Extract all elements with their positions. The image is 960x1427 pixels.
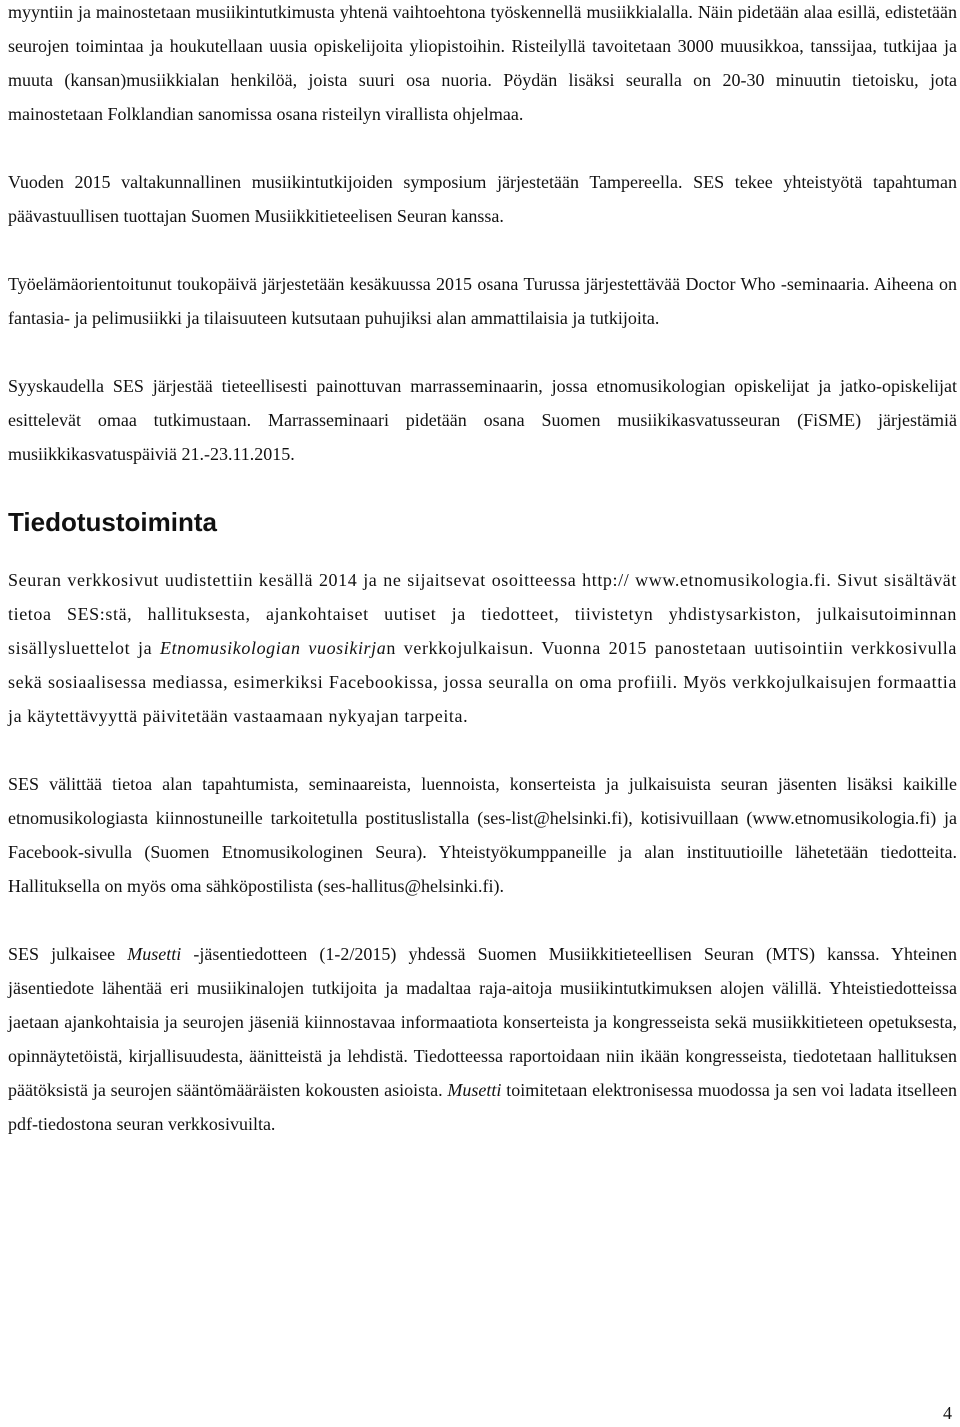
paragraph-musetti-text-b: -jäsentiedotteen (1-2/2015) yhdessä Suomen Musiikkitieteellisen Seuran (MTS) kanssa. Yhteinen jäsentiedote lähentää eri musiikinalojen tutkijoita ja madaltaa raja-aitoja musiikintutkimuksen alojen välillä. Yhteistiedotteissa jaetaan ajankohtaisia ja seurojen jäseniä kiinnostavaa informaatiota konserteista ja kongresseista sekä musiikkitieteen opetuksesta, opinnäytetöistä, kirjallisuudesta, äänitteistä ja lehdistä. Tiedotteessa raportoidaan niin ikään kongresseista, tiedotetaan hallituksen päätöksistä ja seurojen sääntömääräisten kokousten asioista. bbox=[8, 944, 957, 1100]
paragraph-musetti-text-a: SES julkaisee bbox=[8, 944, 128, 964]
paragraph-verkkosivut-text-a: Seuran verkkosivut uudistettiin kesällä 2014 ja ne sijaitsevat osoitteessa http:// www.etnomusikologia.fi. Sivut sisältävät tietoa SES:stä, hallituksesta, ajankohtaiset uutiset ja tiedotteet, tiivistetyn yhdistysarkiston, julkaisutoiminnan sisällysluettelot ja bbox=[8, 570, 957, 658]
page-number: 4 bbox=[943, 1403, 952, 1423]
paragraph-musetti bbox=[8, 937, 957, 1141]
paragraph-postituslista: SES välittää tietoa alan tapahtumista, seminaareista, luennoista, konserteista ja julkaisuista seuran jäsenten lisäksi kaikille etnomusikologiasta kiinnostuneille tarkoitetulla postituslistalla (ses-list@helsinki.fi), kotisivuillaan (www.etnomusikologia.fi) ja Facebook-sivulla (Suomen Etnomusikologinen Seura). Yhteistyökumppaneille ja alan instituutioille lähetetään tiedotteita. Hallituksella on myös oma sähköpostilista (ses-hallitus@helsinki.fi). bbox=[8, 774, 957, 896]
paragraph-musetti-text-c: toimitetaan elektronisessa muodossa ja sen voi ladata itselleen pdf-tiedostona seuran verkkosivuilta. bbox=[8, 1080, 958, 1134]
paragraph-symposium: Vuoden 2015 valtakunnallinen musiikintutkijoiden symposium järjestetään Tampereella. SES tekee yhteistyötä tapahtuman päävastuullisen tuottajan Suomen Musiikkitieteelisen Seuran kanssa. bbox=[8, 172, 957, 226]
paragraph-verkkosivut bbox=[8, 563, 957, 733]
paragraph-verkkosivut-title: Etnomusikologian vuosikirja bbox=[159, 638, 387, 658]
paragraph-musetti-title-1: Musetti bbox=[127, 944, 182, 964]
paragraph-folklandia: myyntiin ja mainostetaan musiikintutkimusta yhtenä vaihtoehtona työskennellä musiikkialalla. Näin pidetään alaa esillä, edistetään seurojen toimintaa ja houkutellaan uusia opiskelijoita yliopistoihin. Risteilyllä tavoitetaan 3000 muusikkoa, tanssijaa, tutkijaa ja muuta (kansan)musiikkialan henkilöä, joista suuri osa nuoria. Pöydän lisäksi seuralla on 20-30 minuutin tietoisku, jota mainostetaan Folklandian sanomissa osana risteilyn virallista ohjelmaa. bbox=[8, 2, 957, 124]
section-heading: Tiedotustoiminta bbox=[8, 507, 217, 537]
paragraph-verkkosivut-text-b: n verkkojulkaisun. Vuonna 2015 panostetaan uutisointiin verkkosivulla sekä sosiaalisessa mediassa, esimerkiksi Facebookissa, jossa seuralla on oma profiili. Myös verkkojulkaisujen formaattia ja käytettävyyttä päivitetään vastaamaan nykyajan tarpeita. bbox=[8, 638, 957, 726]
paragraph-marrasseminaari: Syyskaudella SES järjestää tieteellisesti painottuvan marrasseminaarin, jossa etnomusikologian opiskelijat ja jatko-opiskelijat esittelevät omaa tutkimustaan. Marrasseminaari pidetään osana Suomen musiikikasvatusseuran (FiSME) järjestämiä musiikkikasvatuspäiviä 21.-23.11.2015. bbox=[8, 376, 957, 464]
paragraph-musetti-title-2: Musetti bbox=[447, 1080, 502, 1100]
document-page bbox=[8, 0, 957, 1175]
paragraph-toukopaiva: Työelämäorientoitunut toukopäivä järjestetään kesäkuussa 2015 osana Turussa järjestettävää Doctor Who -seminaaria. Aiheena on fantasia- ja pelimusiikki ja tilaisuuteen kutsutaan puhujiksi alan ammattilaisia ja tutkijoita. bbox=[8, 274, 957, 328]
